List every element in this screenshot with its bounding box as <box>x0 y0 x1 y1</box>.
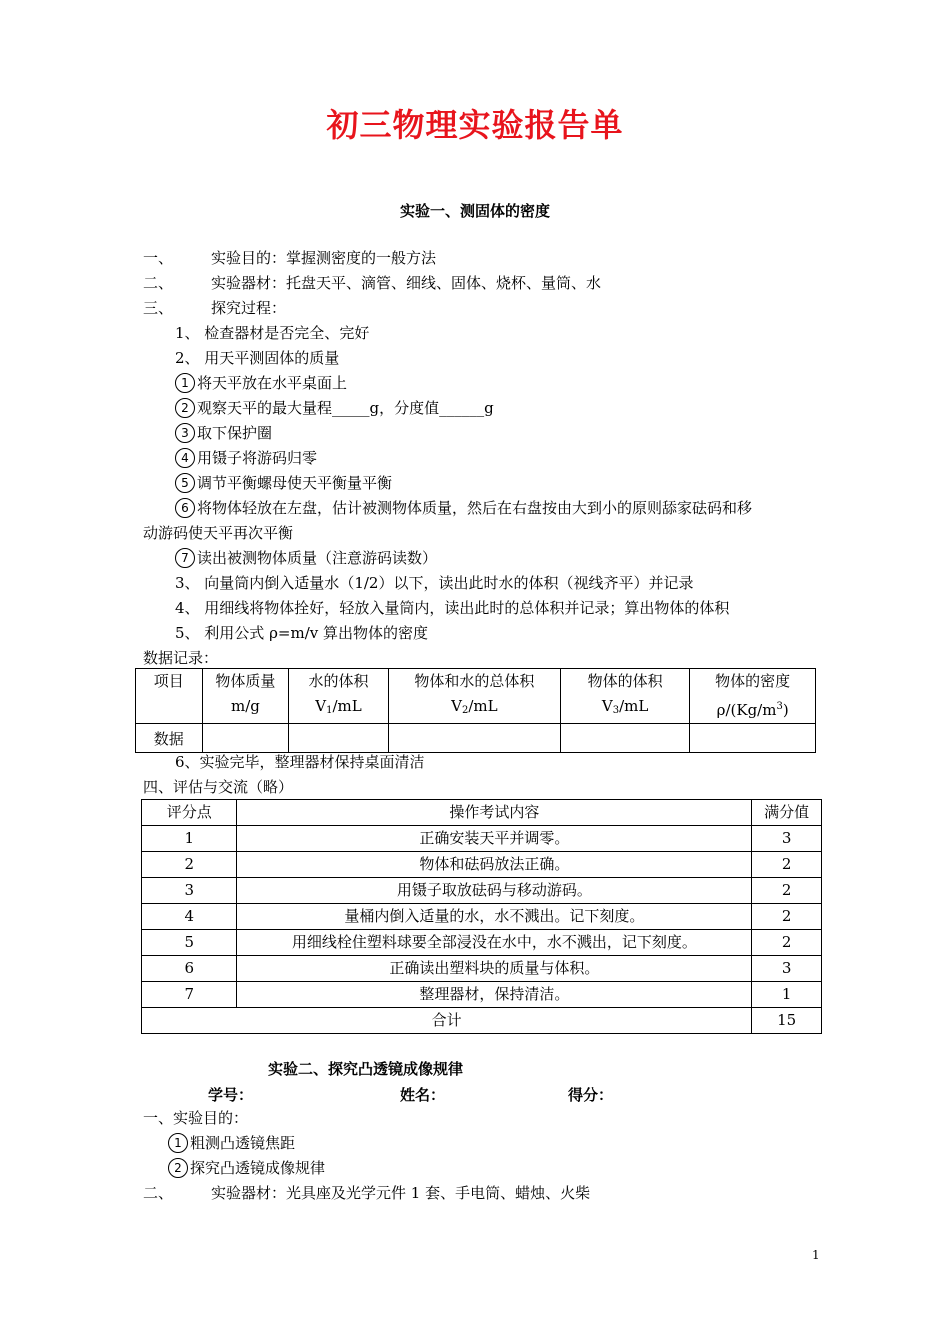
substep-1 <box>175 371 347 396</box>
circled-number-2: 2 <box>175 398 195 418</box>
total-value: 15 <box>752 1008 822 1034</box>
total-row <box>142 1008 822 1034</box>
step-4: 4、 用细线将物体拴好，轻放入量筒内，读出此时的总体积并记录；算出物体的体积 <box>175 599 730 617</box>
step-1: 1、 检查器材是否完全、完好 <box>175 324 370 342</box>
content-cell: 量桶内倒入适量的水，水不溅出。记下刻度。 <box>237 904 752 930</box>
aim-text: 探究凸透镜成像规律 <box>190 1159 326 1177</box>
content-cell: 整理器材，保持清洁。 <box>237 982 752 1008</box>
document-title: 初三物理实验报告单 <box>326 106 624 144</box>
circled-number-3: 3 <box>175 423 195 443</box>
data-cell-water-volume[interactable] <box>289 724 389 753</box>
content-cell: 正确读出塑料块的质量与体积。 <box>237 956 752 982</box>
circled-number-1: 1 <box>175 373 195 393</box>
table-header-row <box>136 669 816 724</box>
substep-2 <box>175 396 494 421</box>
step-3: 3、 向量筒内倒入适量水（1/2）以下，读出此时水的体积（视线齐平）并记录 <box>175 574 694 592</box>
circled-number-5: 5 <box>175 473 195 493</box>
circled-number-2: 2 <box>168 1158 188 1178</box>
substep-6-continued: 动游码使天平再次平衡 <box>143 524 294 542</box>
table-row <box>142 878 822 904</box>
header-total-volume: 物体和水的总体积 $V_2/mL$ <box>388 669 560 724</box>
substep-text: 读出被测物体质量（注意游码读数） <box>197 549 438 567</box>
exp2-section-equipment <box>143 1181 590 1206</box>
content-cell: 物体和砝码放法正确。 <box>237 852 752 878</box>
student-number-label: 学号： <box>208 1086 254 1104</box>
score-cell: 3 <box>752 826 822 852</box>
data-cell-total-volume[interactable] <box>388 724 560 753</box>
substep-text: 用镊子将游码归零 <box>197 449 318 467</box>
score-cell: 2 <box>752 878 822 904</box>
point-cell: 1 <box>142 826 237 852</box>
substep-7 <box>175 546 437 571</box>
point-cell: 6 <box>142 956 237 982</box>
score-cell: 1 <box>752 982 822 1008</box>
section-text: 实验目的：掌握测密度的一般方法 <box>211 249 437 267</box>
substep-text: 调节平衡螺母使天平衡量平衡 <box>197 474 393 492</box>
data-cell-density[interactable] <box>690 724 816 753</box>
point-cell: 7 <box>142 982 237 1008</box>
header-object-volume: 物体的体积 $V_3/mL$ <box>560 669 689 724</box>
data-record-table <box>135 668 816 753</box>
table-row <box>142 826 822 852</box>
header-item: 项目 <box>136 669 203 724</box>
data-cell-object-volume[interactable] <box>560 724 689 753</box>
point-cell: 5 <box>142 930 237 956</box>
student-name-label: 姓名： <box>400 1086 446 1104</box>
substep-text: 将天平放在水平桌面上 <box>197 374 348 392</box>
scoring-table <box>141 799 822 1034</box>
content-cell: 用细线栓住塑料球要全部浸没在水中，水不溅出，记下刻度。 <box>237 930 752 956</box>
substep-text: 取下保护圈 <box>197 424 273 442</box>
table-header-row <box>142 800 822 826</box>
header-density: 物体的密度 $\rho/(Kg/m^3)$ <box>690 669 816 724</box>
exp1-section-aim <box>143 246 436 271</box>
header-cell: 操作考试内容 <box>237 800 752 826</box>
table-row <box>142 930 822 956</box>
exp1-section-equipment <box>143 271 601 296</box>
aim-text: 粗测凸透镜焦距 <box>190 1134 296 1152</box>
table-row <box>142 956 822 982</box>
step-2: 2、 用天平测固体的质量 <box>175 349 340 367</box>
header-water-volume: 水的体积 $V_1/mL$ <box>289 669 389 724</box>
table-data-row <box>136 724 816 753</box>
substep-text: 将物体轻放在左盘，估计被测物体质量，然后在右盘按由大到小的原则舔家砝码和移 <box>197 499 753 517</box>
section-text: 实验器材：托盘天平、滴管、细线、固体、烧杯、量筒、水 <box>211 274 602 292</box>
header-mass: 物体质量 m/g <box>202 669 289 724</box>
substep-5 <box>175 471 392 496</box>
exp2-aim-1 <box>168 1131 295 1156</box>
section-evaluation: 四、评估与交流（略） <box>143 778 294 796</box>
point-cell: 4 <box>142 904 237 930</box>
point-cell: 2 <box>142 852 237 878</box>
score-cell: 2 <box>752 904 822 930</box>
score-cell: 3 <box>752 956 822 982</box>
exp2-aim-2 <box>168 1156 325 1181</box>
total-label: 合计 <box>142 1008 752 1034</box>
exp1-heading: 实验一、测固体的密度 <box>399 202 550 220</box>
section-number: 二、 <box>143 274 174 292</box>
section-text: 探究过程： <box>211 299 287 317</box>
point-cell: 3 <box>142 878 237 904</box>
header-cell: 满分值 <box>752 800 822 826</box>
exp2-section-aim: 一、实验目的： <box>143 1109 249 1127</box>
score-cell: 2 <box>752 930 822 956</box>
exp1-section-process <box>143 296 286 321</box>
row-label: 数据 <box>136 724 203 753</box>
table-row <box>142 904 822 930</box>
table-row <box>142 982 822 1008</box>
exp2-heading: 实验二、探究凸透镜成像规律 <box>268 1060 464 1078</box>
content-cell: 用镊子取放砝码与移动游码。 <box>237 878 752 904</box>
section-number: 三、 <box>143 299 174 317</box>
page-number: 1 <box>812 1248 820 1262</box>
circled-number-7: 7 <box>175 548 195 568</box>
circled-number-6: 6 <box>175 498 195 518</box>
score-label: 得分： <box>568 1086 614 1104</box>
section-number: 一、 <box>143 249 174 267</box>
circled-number-1: 1 <box>168 1133 188 1153</box>
step-6: 6、实验完毕，整理器材保持桌面清洁 <box>175 753 425 771</box>
substep-6 <box>175 496 752 521</box>
content-cell: 正确安装天平并调零。 <box>237 826 752 852</box>
substep-text: 观察天平的最大量程_____g，分度值______g <box>197 399 494 417</box>
section-number: 二、 <box>143 1184 174 1202</box>
substep-4 <box>175 446 317 471</box>
section-text: 实验器材：光具座及光学元件 1 套、手电筒、蜡烛、火柴 <box>211 1184 591 1202</box>
score-cell: 2 <box>752 852 822 878</box>
data-cell-mass[interactable] <box>202 724 289 753</box>
step-5: 5、 利用公式 ρ=m/v 算出物体的密度 <box>175 624 428 642</box>
data-record-label: 数据记录： <box>143 649 219 667</box>
table-row <box>142 852 822 878</box>
circled-number-4: 4 <box>175 448 195 468</box>
header-cell: 评分点 <box>142 800 237 826</box>
substep-3 <box>175 421 272 446</box>
